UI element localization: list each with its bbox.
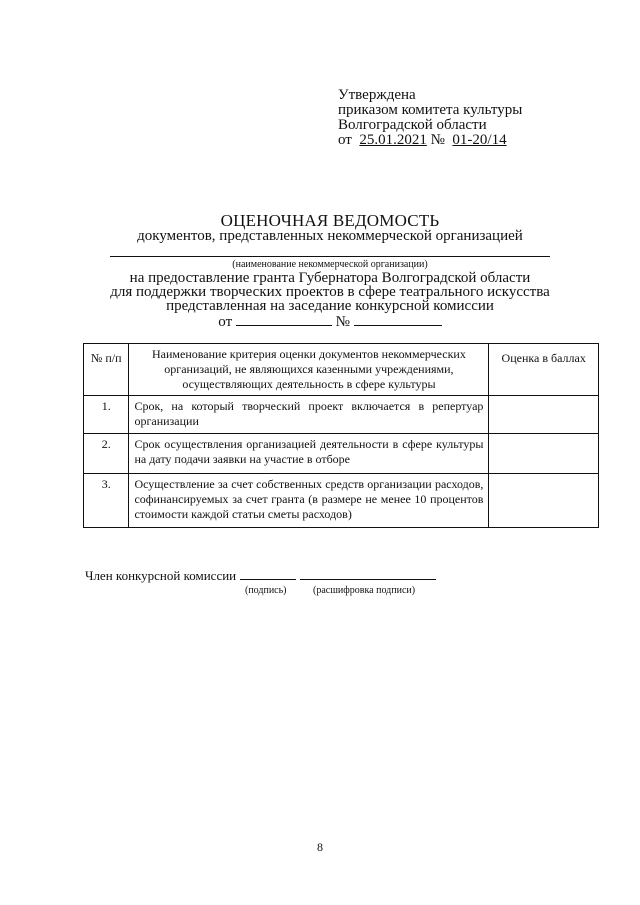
table-header-row [84,344,599,396]
session-number-blank [354,313,442,326]
approval-date: 25.01.2021 [359,132,427,148]
approval-order-line [338,133,522,148]
approval-from-prefix: от [338,132,352,148]
row-score [489,396,599,434]
organization-name-caption: (наименование некоммерческой организации) [232,259,428,270]
commission-member-line [85,569,436,583]
row-score [489,434,599,474]
session-number-label: № [335,314,350,330]
row-criteria: Осуществление за счет собственных средств организации расходов, софинансируемых за счет гранта (в размере не менее 10 процентов стоимости каждой статьи сметы расходов) [129,474,489,528]
approval-stamp [338,88,522,148]
row-num: 2. [84,434,129,474]
signature-decode-caption: (расшифровка подписи) [313,585,416,596]
document-header [90,213,570,329]
header-criteria: Наименование критерия оценки документов некоммерческих организаций, не являющихся казенными учреждениями, осуществляющих деятельность в сфере культуры [129,344,489,396]
signature-decode-blank [300,569,436,580]
row-num: 3. [84,474,129,528]
grant-line-3: представленная на заседание конкурсной комиссии [166,298,494,314]
session-from-label: от [218,314,233,330]
approval-number-sign: № [430,132,445,148]
signature-caption: (подпись) [245,585,287,596]
approval-line-3: Волгоградской области [338,117,487,133]
table-row [84,396,599,434]
organization-name-blank [110,250,550,257]
table-row [84,474,599,528]
row-criteria: Срок, на который творческий проект включается в репертуар организации [129,396,489,434]
commission-member-label: Член конкурсной комиссии [85,568,237,583]
approval-line-2: приказом комитета культуры [338,102,523,118]
grant-line-1: на предоставление гранта Губернатора Волгоградской области [129,270,531,286]
session-date-number-line [90,313,570,329]
session-date-blank [236,313,332,326]
approval-number: 01-20/14 [452,132,507,148]
row-score [489,474,599,528]
signature-blank [240,569,296,580]
page-number: 8 [317,840,323,854]
grant-line-2: для поддержки творческих проектов в сфере театрального искусства [110,284,550,300]
document-subtitle: документов, представленных некоммерческой организацией [137,228,523,244]
criteria-table [83,343,599,528]
document-title: ОЦЕНОЧНАЯ ВЕДОМОСТЬ [220,211,440,230]
header-num: № п/п [84,344,129,396]
header-score: Оценка в баллах [489,344,599,396]
table-row [84,434,599,474]
row-criteria: Срок осуществления организацией деятельности в сфере культуры на дату подачи заявки на участие в отборе [129,434,489,474]
row-num: 1. [84,396,129,434]
approval-line-1: Утверждена [338,87,416,103]
